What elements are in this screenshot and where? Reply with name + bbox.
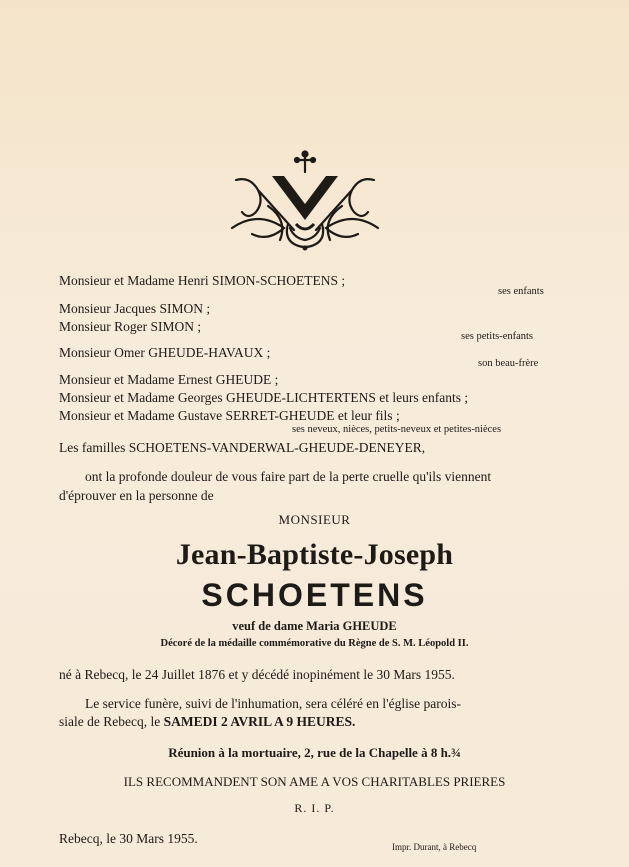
mourner-line-3: Monsieur Roger SIMON ; [59,319,202,334]
mourner-line-2: Monsieur Jacques SIMON ; [59,301,211,316]
gathering-line: Réunion à la mortuaire, 2, rue de la Chapelle à 8 h.¾ [168,745,461,760]
birth-death-line: né à Rebecq, le 24 Juillet 1876 et y décédé inopinément le 30 Mars 1955. [59,667,455,682]
mourner-line-4: Monsieur Omer GHEUDE-HAVAUX ; [59,345,271,360]
decoration-line: Décoré de la médaille commémorative du Règne de S. M. Léopold II. [160,638,469,649]
rip-line: R. I. P. [294,801,335,815]
service-line-2 [59,714,355,730]
place-date-line: Rebecq, le 30 Mars 1955. [59,831,198,846]
deceased-given-names: Jean-Baptiste-Joseph [175,538,454,571]
relation-children: ses enfants [498,286,544,297]
intro-line-2: d'éprouver en la personne de [59,488,214,503]
widower-line: veuf de dame Maria GHEUDE [232,619,397,633]
deceased-surname: SCHOETENS [201,577,428,613]
relation-grandchildren: ses petits-enfants [461,331,534,342]
service-datetime: SAMEDI 2 AVRIL A 9 HEURES. [163,714,356,729]
deceased-title: MONSIEUR [278,512,351,527]
service-place: siale de Rebecq, le [59,714,164,729]
crest-emblem [228,150,383,255]
prayer-line: ILS RECOMMANDENT SON AME A VOS CHARITABLES PRIERES [123,774,506,789]
mourner-line-5: Monsieur et Madame Ernest GHEUDE ; [59,372,279,387]
relation-brother-in-law: son beau-frère [478,358,539,369]
service-line-1: Le service funère, suivi de l'inhumation, sera céléré en l'église parois- [85,696,461,711]
mourner-line-8: Les familles SCHOETENS-VANDERWAL-GHEUDE-DENEYER, [59,440,426,455]
relation-nephews: ses neveux, nièces, petits-neveux et petites-nièces [292,424,502,435]
mourner-line-6: Monsieur et Madame Georges GHEUDE-LICHTERTENS et leurs enfants ; [59,390,469,405]
mourner-line-7: Monsieur et Madame Gustave SERRET-GHEUDE et leur fils ; [59,408,400,423]
mourner-line-1: Monsieur et Madame Henri SIMON-SCHOETENS ; [59,273,346,288]
intro-line-1: ont la profonde douleur de vous faire part de la perte cruelle qu'ils viennent [85,469,492,484]
printer-credit: Impr. Durant, à Rebecq [392,842,477,852]
